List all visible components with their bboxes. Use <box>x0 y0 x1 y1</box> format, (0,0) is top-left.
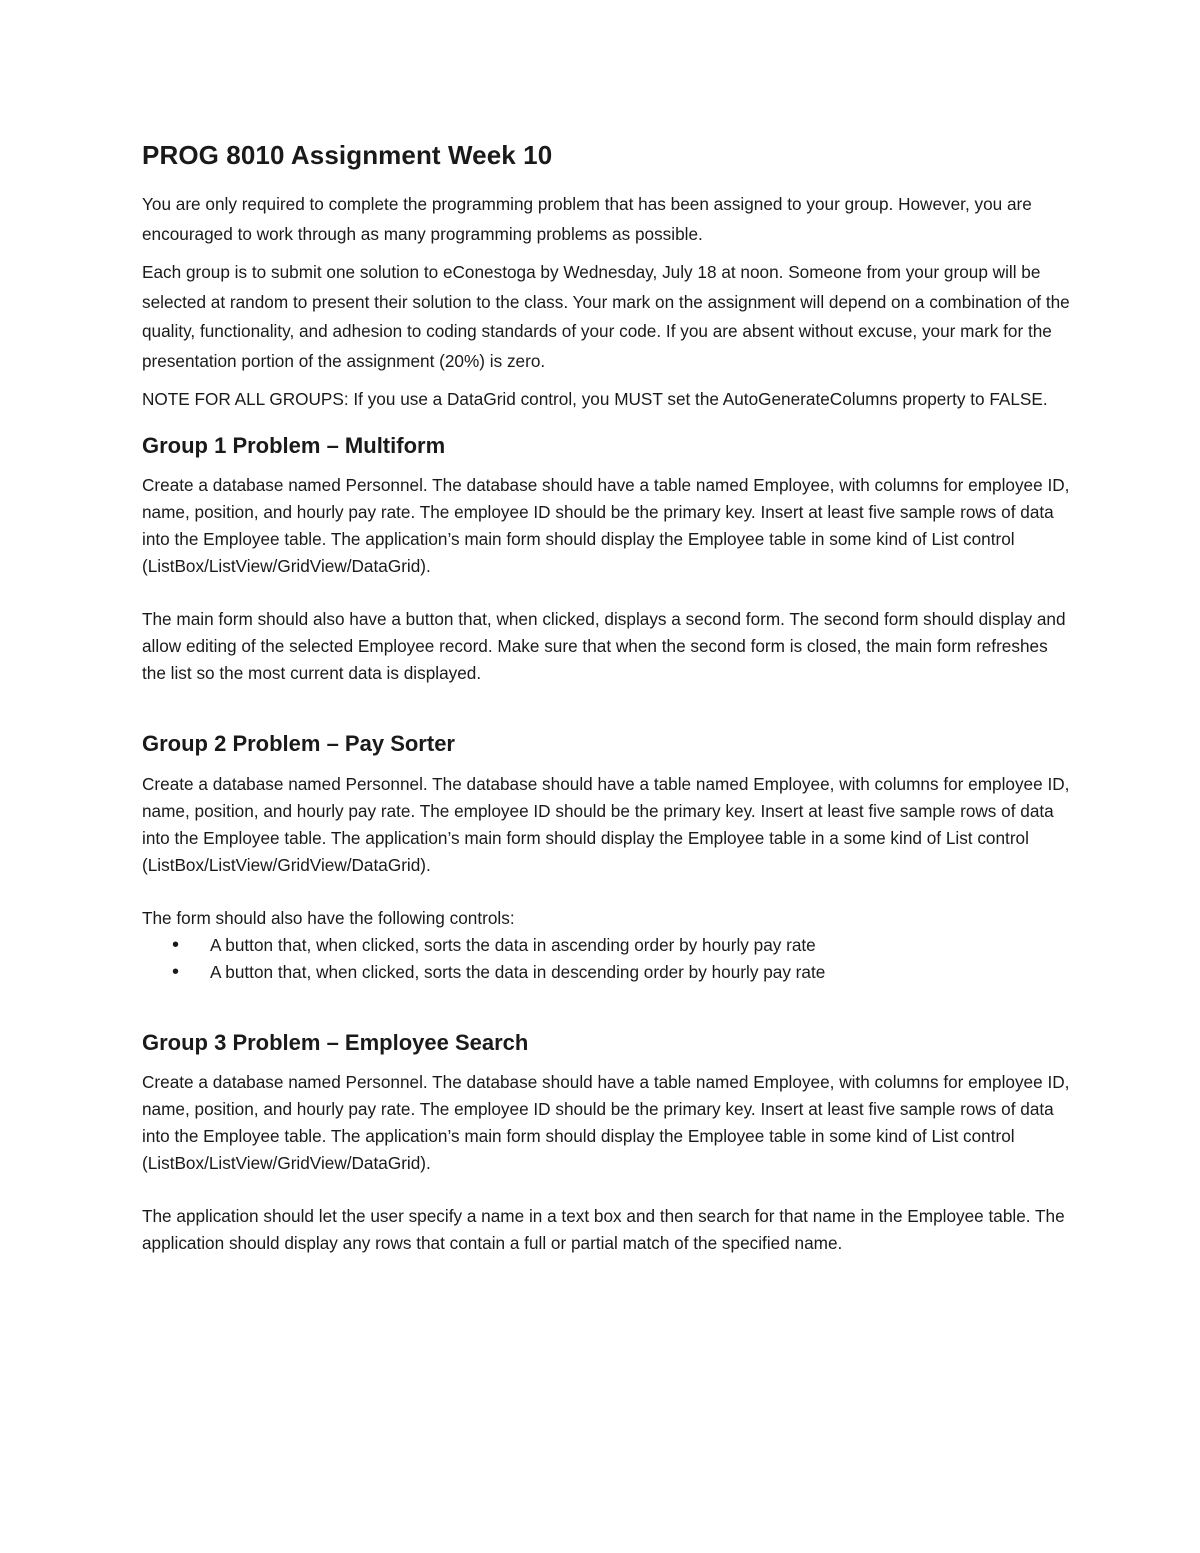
group-1-paragraph-database: Create a database named Personnel. The database should have a table named Employee, with columns for employee ID, name, position, and hourly pay rate. The employee ID should be the primary key. Insert at least five sample rows of data into the Employee table. The application’s main form should display the Employee table in some kind of List control (ListBox/ListView/GridView/DataGrid). <box>142 475 1070 577</box>
section-spacer <box>142 687 1072 713</box>
bullet-icon: • <box>172 933 180 956</box>
intro-paragraph-required: You are only required to complete the programming problem that has been assigned to your group. However, you are encouraged to work through as many programming problems as possible. <box>142 194 1032 244</box>
group-3-paragraph-database: Create a database named Personnel. The database should have a table named Employee, with columns for employee ID, name, position, and hourly pay rate. The employee ID should be the primary key. Insert at least five sample rows of data into the Employee table. The application’s main form should display the Employee table in some kind of List control (ListBox/ListView/GridView/DataGrid). <box>142 1072 1070 1174</box>
bullet-text-ascending: A button that, when clicked, sorts the data in ascending order by hourly pay rate <box>210 934 816 955</box>
group-2-bullet-list <box>142 932 1072 986</box>
group-3-section <box>142 1029 1072 1258</box>
group-2-paragraph-database: Create a database named Personnel. The database should have a table named Employee, with columns for employee ID, name, position, and hourly pay rate. The employee ID should be the primary key. Insert at least five sample rows of data into the Employee table. The application’s main form should display the Employee table in a some kind of List control (ListBox/ListView/GridView/DataGrid). <box>142 773 1070 875</box>
intro-paragraph-note: NOTE FOR ALL GROUPS: If you use a DataGrid control, you MUST set the AutoGenerateColumns property to FALSE. <box>142 389 1048 410</box>
paragraph-spacer <box>142 580 1072 606</box>
group-3-heading: Group 3 Problem – Employee Search <box>142 1029 529 1055</box>
document-page <box>142 140 1072 1257</box>
paragraph-spacer <box>142 879 1072 905</box>
group-2-section <box>142 730 1072 986</box>
group-2-paragraph-controls: The form should also have the following controls: <box>142 907 515 928</box>
bullet-icon: • <box>172 960 180 983</box>
section-spacer <box>142 986 1072 1012</box>
bullet-text-descending: A button that, when clicked, sorts the data in descending order by hourly pay rate <box>210 961 826 982</box>
list-item <box>142 959 1072 986</box>
group-1-section <box>142 432 1072 688</box>
list-item <box>142 932 1072 959</box>
group-3-paragraph-search: The application should let the user specify a name in a text box and then search for that name in the Employee table. The application should display any rows that contain a full or partial match of the specified name. <box>142 1206 1065 1254</box>
paragraph-spacer <box>142 1177 1072 1203</box>
group-1-heading: Group 1 Problem – Multiform <box>142 432 446 458</box>
document-title: PROG 8010 Assignment Week 10 <box>142 140 553 170</box>
intro-paragraph-submission: Each group is to submit one solution to eConestoga by Wednesday, July 18 at noon. Someone from your group will be selected at random to present their solution to the class. Your mark on the assignment will depend on a combination of the quality, functionality, and adhesion to coding standards of your code. If you are absent without excuse, your mark for the presentation portion of the assignment (20%) is zero. <box>142 262 1070 371</box>
group-2-heading: Group 2 Problem – Pay Sorter <box>142 731 455 757</box>
group-1-paragraph-main-form: The main form should also have a button that, when clicked, displays a second form. The second form should display and allow editing of the selected Employee record. Make sure that when the second form is closed, the main form refreshes the list so the most current data is displayed. <box>142 609 1066 684</box>
